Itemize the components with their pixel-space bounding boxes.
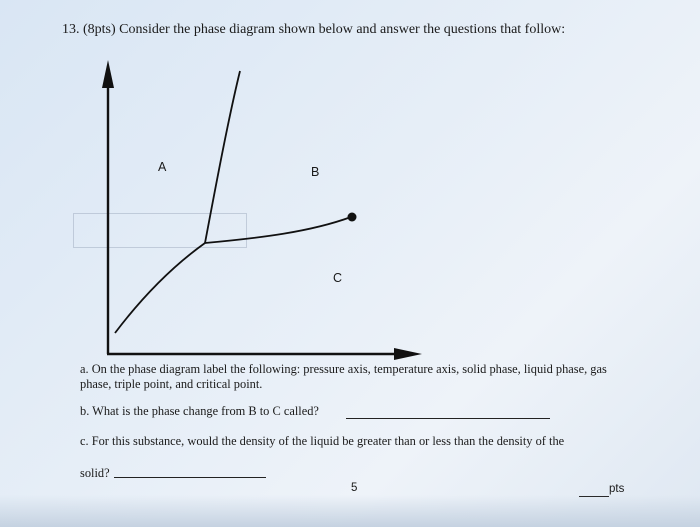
region-label-c: C	[333, 271, 343, 285]
part-c-text-line1: c. For this substance, would the density of the liquid be greater than or less than the density of the	[80, 434, 565, 448]
critical-point-dot	[348, 213, 357, 222]
region-label-b: B	[311, 165, 320, 179]
part-b-answer-blank[interactable]	[346, 418, 550, 419]
sublimation-curve	[115, 243, 205, 333]
page-bottom-shadow	[0, 495, 700, 527]
region-label-a: A	[158, 160, 167, 174]
part-c-text-line2: solid?	[80, 466, 110, 480]
fusion-curve	[205, 71, 240, 243]
part-c-answer-blank[interactable]	[114, 477, 266, 478]
part-b-text: b. What is the phase change from B to C called?	[80, 404, 319, 418]
question-header: 13. (8pts) Consider the phase diagram shown below and answer the questions that follow:	[62, 22, 566, 37]
vertical-axis-arrowhead	[102, 60, 114, 88]
part-a-text-line2: phase, triple point, and critical point.	[80, 377, 263, 391]
vaporization-curve	[205, 217, 351, 243]
points-label: pts	[609, 483, 625, 495]
horizontal-axis-arrowhead	[394, 348, 422, 360]
part-a-text-line1: a. On the phase diagram label the following: pressure axis, temperature axis, solid phase, liquid phase, gas	[80, 362, 607, 376]
page-number: 5	[351, 482, 358, 494]
